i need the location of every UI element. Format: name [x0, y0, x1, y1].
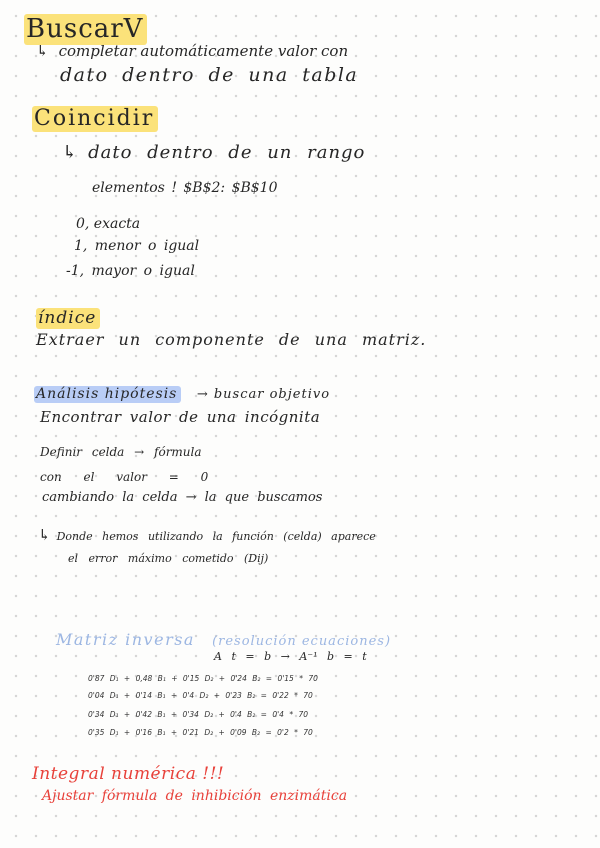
matriz-equation-row: 0'35 D₁ + 0'16 B₁ + 0'21 D₂ + 0'09 B₂ = 0'2 * 70: [88, 728, 313, 737]
hipotesis-con: con el valor = 0: [40, 470, 209, 484]
hook-arrow-icon: ↳: [36, 42, 49, 60]
red-note-integral: Integral numérica !!!: [32, 764, 225, 784]
matriz-subtitle: (resolución ecuaciones): [212, 634, 392, 649]
coincidir-line1: ↳ dato dentro de un rango: [62, 142, 366, 163]
hipotesis-def: Definir celda → fórmula: [40, 445, 202, 459]
hipotesis-arrow-text: → buscar objetivo: [196, 387, 331, 402]
hipotesis-cambiando: cambiando la celda → la que buscamos: [42, 490, 323, 505]
buscarv-title-text: BuscarV: [24, 14, 147, 45]
matriz-equation-row: 0'04 D₁ + 0'14 B₁ + 0'4 D₂ + 0'23 B₂ = 0'22 * 70: [88, 691, 313, 700]
matriz-title: Matriz inversa: [56, 630, 195, 649]
buscarv-line1: ↳ completar automáticamente valor con: [36, 42, 349, 60]
coincidir-option-exacta: 0, exacta: [76, 216, 141, 232]
matriz-formula: A t = b → A⁻¹ b = t: [214, 650, 367, 663]
hipotesis-title-row: [34, 386, 330, 402]
coincidir-elements: elementos ! $B$2: $B$10: [92, 180, 278, 196]
matriz-title-row: [56, 630, 391, 649]
buscarv-title: [24, 14, 147, 44]
red-note-ajustar: Ajustar fórmula de inhibición enzimática: [42, 788, 348, 804]
hipotesis-donde: ↳ Donde hemos utilizando la función (celda) aparece: [38, 526, 376, 544]
hipotesis-error: el error máximo cometido (Dij): [68, 552, 269, 565]
hipotesis-line1: Encontrar valor de una incógnita: [40, 408, 321, 426]
indice-line1: Extraer un componente de una matriz.: [36, 330, 427, 349]
indice-title: [36, 308, 100, 328]
buscarv-line2: dato dentro de una tabla: [60, 64, 359, 86]
coincidir-title-text: Coincidir: [32, 106, 158, 132]
hook-arrow-icon: ↳: [62, 142, 79, 163]
indice-title-text: índice: [36, 308, 100, 329]
coincidir-option-mayor: -1, mayor o igual: [66, 263, 195, 279]
hook-arrow-icon: ↳: [38, 526, 51, 544]
hipotesis-title: Análisis hipótesis: [34, 386, 181, 403]
coincidir-title: [32, 106, 158, 131]
coincidir-option-menor: 1, menor o igual: [74, 238, 200, 254]
matriz-equation-row: 0'34 D₁ + 0'42 B₁ + 0'34 D₂ + 0'4 B₂ = 0'4 * 70: [88, 710, 309, 719]
matriz-equation-row: 0'87 D₁ + 0,48 B₁ + 0'15 D₂ + 0'24 B₂ = 0'15 * 70: [88, 674, 318, 683]
